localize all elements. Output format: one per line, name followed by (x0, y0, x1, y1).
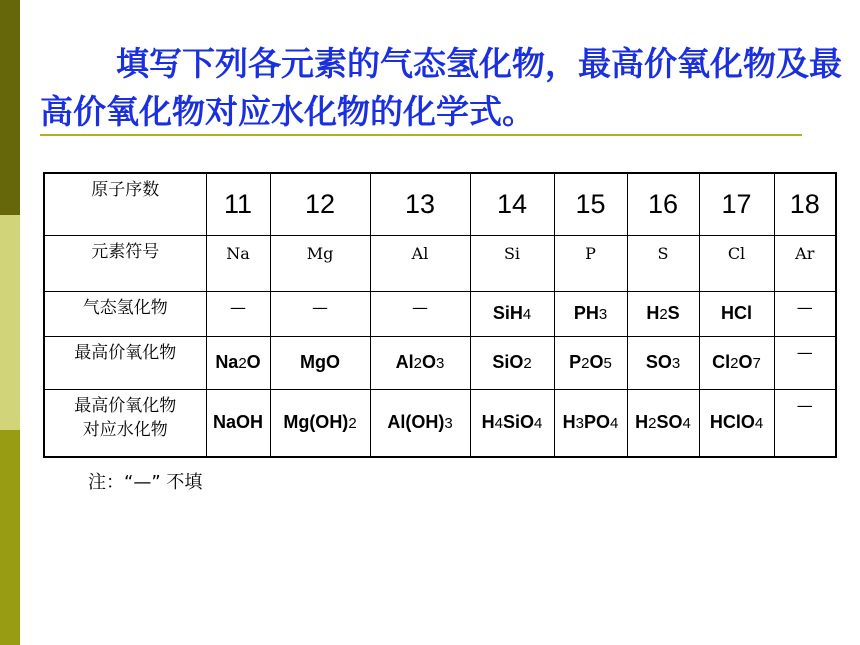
row-label-symbol: 元素符号 (44, 235, 206, 291)
formula-cell: SiH4 (470, 291, 554, 336)
element-table (43, 172, 837, 458)
row-label-hydrate-line2: 对应水化物 (82, 419, 168, 440)
row-label-hydrate-line1: 最高价氧化物 (74, 395, 177, 416)
element-symbol-cell: Si (470, 235, 554, 291)
formula-cell: NaOH (206, 389, 270, 457)
atomic-number-cell: 15 (554, 173, 627, 235)
symbol-row (44, 235, 836, 291)
atomic-number-cell: 14 (470, 173, 554, 235)
atomic-number-cell: 12 (270, 173, 370, 235)
formula-cell: P2O5 (554, 336, 627, 389)
formula-cell: SiO2 (470, 336, 554, 389)
formula-cell: Na2O (206, 336, 270, 389)
dash-cell: — (270, 291, 370, 336)
dash-cell: — (206, 291, 270, 336)
dash-cell: — (774, 291, 836, 336)
atomic-number-cell: 17 (699, 173, 774, 235)
dash-cell: — (774, 389, 836, 457)
sidebar-middle-band (0, 215, 20, 430)
formula-cell: H3PO4 (554, 389, 627, 457)
formula-cell: MgO (270, 336, 370, 389)
formula-cell: H2SO4 (627, 389, 699, 457)
atomic-number-cell: 11 (206, 173, 270, 235)
atomic-number-row (44, 173, 836, 235)
sidebar-top-band (0, 0, 20, 215)
formula-cell: Mg(OH)2 (270, 389, 370, 457)
row-label-atomic-number: 原子序数 (44, 173, 206, 235)
dash-cell: — (370, 291, 470, 336)
formula-cell: Al2O3 (370, 336, 470, 389)
formula-cell: HClO4 (699, 389, 774, 457)
element-symbol-cell: Ar (774, 235, 836, 291)
table-note: 注：“—” 不填 (88, 472, 203, 493)
element-symbol-cell: Mg (270, 235, 370, 291)
element-symbol-cell: Na (206, 235, 270, 291)
formula-cell: H4SiO4 (470, 389, 554, 457)
page-title: 填写下列各元素的气态氢化物，最高价氧化物及最高价氧化物对应水化物的化学式。 (40, 44, 842, 131)
row-label-hydride: 气态氢化物 (44, 291, 206, 336)
formula-cell: H2S (627, 291, 699, 336)
formula-cell: PH3 (554, 291, 627, 336)
title-underline (40, 134, 802, 136)
element-symbol-cell: Al (370, 235, 470, 291)
atomic-number-cell: 16 (627, 173, 699, 235)
formula-cell: HCl (699, 291, 774, 336)
formula-cell: Cl2O7 (699, 336, 774, 389)
atomic-number-cell: 18 (774, 173, 836, 235)
row-label-hydrate (44, 389, 206, 457)
hydride-row (44, 291, 836, 336)
dash-cell: — (774, 336, 836, 389)
formula-cell: SO3 (627, 336, 699, 389)
sidebar-bottom-band (0, 430, 20, 645)
hydrate-row (44, 389, 836, 457)
formula-cell: Al(OH)3 (370, 389, 470, 457)
element-symbol-cell: P (554, 235, 627, 291)
row-label-oxide: 最高价氧化物 (44, 336, 206, 389)
atomic-number-cell: 13 (370, 173, 470, 235)
oxide-row (44, 336, 836, 389)
element-symbol-cell: S (627, 235, 699, 291)
element-symbol-cell: Cl (699, 235, 774, 291)
